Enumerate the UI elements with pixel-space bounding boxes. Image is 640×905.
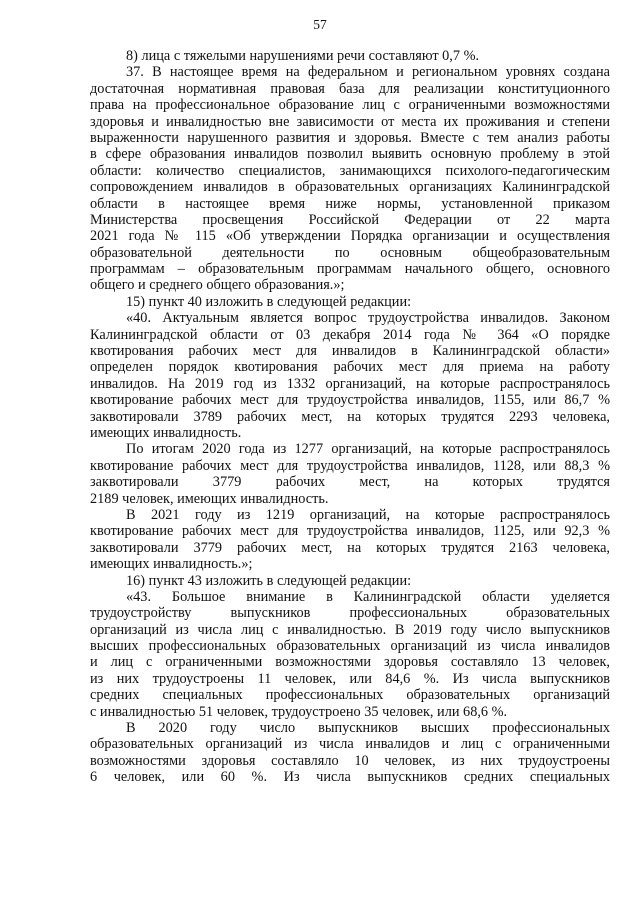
text-line: области в настоящее время ниже нормы, установленной приказом xyxy=(90,195,610,212)
text-line: выраженности нарушенного развития и здоровья. Вместе с тем анализ работы xyxy=(90,129,610,146)
text-line: Калининградской области от 03 декабря 2014 года № 364 «О порядке xyxy=(90,326,610,343)
text-line: По итогам 2020 года из 1277 организаций, на которые распространялось xyxy=(126,441,610,458)
text-line: 15) пункт 40 изложить в следующей редакции: xyxy=(126,293,412,310)
text-line: из них трудоустроены 11 человек, или 84,6 %. Из числа выпускников xyxy=(90,670,610,687)
text-line: 2021 года № 115 «Об утверждении Порядка организации и осуществления xyxy=(90,228,610,245)
text-line: достаточная нормативная правовая база для реализации конституционного xyxy=(90,80,610,97)
text-line: здоровья и инвалидностью вне зависимости от места их проживания и степени xyxy=(90,113,610,130)
text-line: имеющих инвалидность. xyxy=(90,424,242,441)
text-line: 6 человек, или 60 %. Из числа выпускников средних специальных xyxy=(90,769,610,786)
text-line: высших профессиональных образовательных организаций из числа инвалидов xyxy=(90,638,610,655)
text-line: образовательных организаций из числа инвалидов и лиц с ограниченными xyxy=(90,736,610,753)
text-line: заквотировали 3779 рабочих мест, на которых трудятся xyxy=(90,474,610,491)
text-line: 16) пункт 43 изложить в следующей редакции: xyxy=(126,572,412,589)
text-line: Министерства просвещения Российской Федерации от 22 марта xyxy=(90,211,610,228)
text-line: с инвалидностью 51 человек, трудоустроено 35 человек, или 68,6 %. xyxy=(90,703,508,720)
text-line: заквотировали 3789 рабочих мест, на которых трудятся 2293 человека, xyxy=(90,408,610,425)
text-line: трудоустройству выпускников профессиональных образовательных xyxy=(90,605,610,622)
text-line: сопровождением инвалидов в образовательных организациях Калининградской xyxy=(90,179,610,196)
text-line: В 2020 году число выпускников высших профессиональных xyxy=(126,720,610,737)
document-body xyxy=(90,48,610,786)
text-line: общего и среднего общего образования.»; xyxy=(90,277,345,294)
text-line: «43. Большое внимание в Калининградской области уделяется xyxy=(126,588,610,605)
text-line: средних специальных профессиональных образовательных организаций xyxy=(90,687,610,704)
text-line: 37. В настоящее время на федеральном и региональном уровнях создана xyxy=(126,64,610,81)
text-line: области: количество специалистов, занимающихся психолого-педагогическим xyxy=(90,162,610,179)
text-line: квотирование рабочих мест для трудоустройства инвалидов, 1155, или 86,7 % xyxy=(90,392,610,409)
text-line: «40. Актуальным является вопрос трудоустройства инвалидов. Законом xyxy=(126,310,610,327)
text-line: квотирование рабочих мест для трудоустройства инвалидов, 1125, или 92,3 % xyxy=(90,523,610,540)
text-line: в сфере образования инвалидов позволил выявить основную проблему в этой xyxy=(90,146,610,163)
text-line: 8) лица с тяжелыми нарушениями речи составляют 0,7 %. xyxy=(126,48,480,64)
text-line: квотирования рабочих мест для инвалидов в Калининградской области» xyxy=(90,343,610,360)
text-line: образовательной деятельности по основным общеобразовательным xyxy=(90,244,610,261)
text-line: квотирование рабочих мест для трудоустройства инвалидов, 1128, или 88,3 % xyxy=(90,457,610,474)
text-line: имеющих инвалидность.»; xyxy=(90,556,253,573)
text-line: В 2021 году из 1219 организаций, на которые распространялось xyxy=(126,506,610,523)
text-line: возможностями здоровья составляло 10 человек, из них трудоустроены xyxy=(90,752,610,769)
text-line: права на профессиональное образование лиц с ограниченными возможностями xyxy=(90,97,610,114)
text-line: программам – образовательным программам начального общего, основного xyxy=(90,261,610,278)
text-line: заквотировали 3779 рабочих мест, на которых трудятся 2163 человека, xyxy=(90,539,610,556)
text-line: определен порядок квотирования рабочих мест для приема на работу xyxy=(90,359,610,376)
text-line: и лиц с ограниченными возможностями здоровья составляло 13 человек, xyxy=(90,654,610,671)
text-line: инвалидов. На 2019 год из 1332 организаций, на которые распространялось xyxy=(90,375,610,392)
page-number: 57 xyxy=(313,17,327,32)
text-line: 2189 человек, имеющих инвалидность. xyxy=(90,490,329,507)
text-line: организаций из числа лиц с инвалидностью. В 2019 году число выпускников xyxy=(90,621,610,638)
